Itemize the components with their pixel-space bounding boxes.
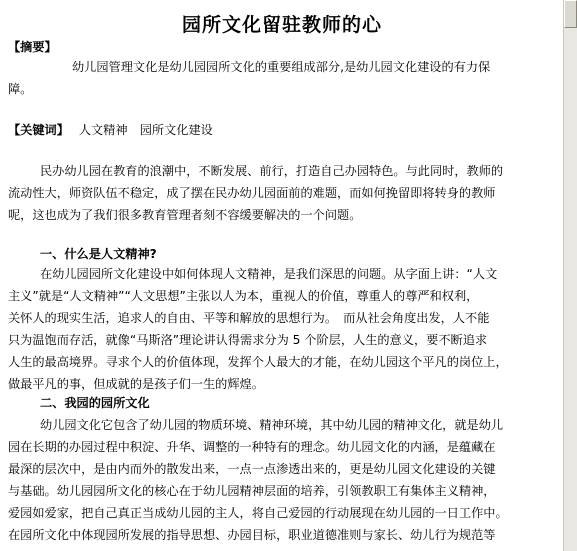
section-1-line-1: 在幼儿园园所文化建设中如何体现人文精神，是我们深思的问题。从字面上讲：“人文 [40, 267, 498, 281]
abstract-label: 【摘要】 [8, 40, 57, 54]
intro-line-3: 呢，这也成为了我们很多教育管理者刻不容缓要解决的一个问题。 [8, 208, 362, 222]
keywords-text: 人文精神 园所文化建设 [78, 123, 213, 137]
section-1-line-2: 主义”就是“人文精神”“人文思想”主张以人为本，重视人的价值，尊重人的尊严和权利， [8, 289, 479, 303]
keywords-line [8, 119, 564, 142]
section-1-heading: 一、什么是人文精神? [40, 247, 157, 261]
scrollbar-thumb[interactable] [564, 0, 577, 28]
abstract-text-line-2: 障。 [8, 82, 33, 96]
section-2-line-6: 在园所文化中体现园所发展的指导思想、办园目标，职业道德准则与家长、幼儿行为规范等 [8, 528, 496, 542]
abstract-text-line-1: 幼儿园管理文化是幼儿园园所文化的重要组成部分,是幼儿园文化建设的有力保 [72, 60, 491, 74]
section-2-line-2: 园在长期的办园过程中积淀、升华、调整的一种特有的理念。幼儿园文化的内涵，是蕴藏在 [8, 440, 496, 454]
section-2-line-4: 与基础。幼儿园园所文化的核心在于幼儿园精神层面的培养，引领教职工有集体主义精神， [8, 484, 496, 498]
document-title: 园所文化留驻教师的心 [181, 14, 382, 36]
intro-line-1: 民办幼儿园在教育的浪潮中，不断发展、前行，打造自己办园特色。与此同时，教师的 [40, 164, 504, 178]
section-1-line-3: 关怀人的现实生活，追求人的自由、平等和解放的思想行为。 而从社会角度出发，人不能 [8, 311, 490, 325]
section-2-line-5: 爱园如爱家，把自己真正当成幼儿园的主人，将自己爱园的行动展现在幼儿园的一日工作中。 [8, 506, 508, 520]
section-1-line-5: 人生的最高境界。寻求个人的价值体现，发挥个人最大的才能，在幼儿园这个平凡的岗位上， [8, 355, 508, 369]
intro-line-2: 流动性大，师资队伍不稳定，成了摆在民办幼儿园面前的难题，而如何挽留即将转身的教师 [8, 186, 496, 200]
section-1-line-4: 只为温饱而存活，就像“马斯洛”理论讲认得需求分为 5 个阶层，人生的意义，要不断追求 [8, 333, 488, 347]
section-2-line-3: 最深的层次中，是由内而外的散发出来，一点一点渗透出来的，更是幼儿园文化建设的关键 [8, 462, 496, 476]
section-2-line-1: 幼儿园文化它包含了幼儿园的物质环境、精神环境，其中幼儿园的精神文化，就是幼儿 [40, 418, 504, 432]
section-1-line-6: 做最平凡的事，但成就的是孩子们一生的辉煌。 [8, 377, 264, 391]
section-2-heading: 二、我园的园所文化 [40, 396, 150, 410]
keywords-label: 【关键词】 [8, 123, 69, 137]
vertical-scrollbar[interactable] [563, 0, 577, 551]
